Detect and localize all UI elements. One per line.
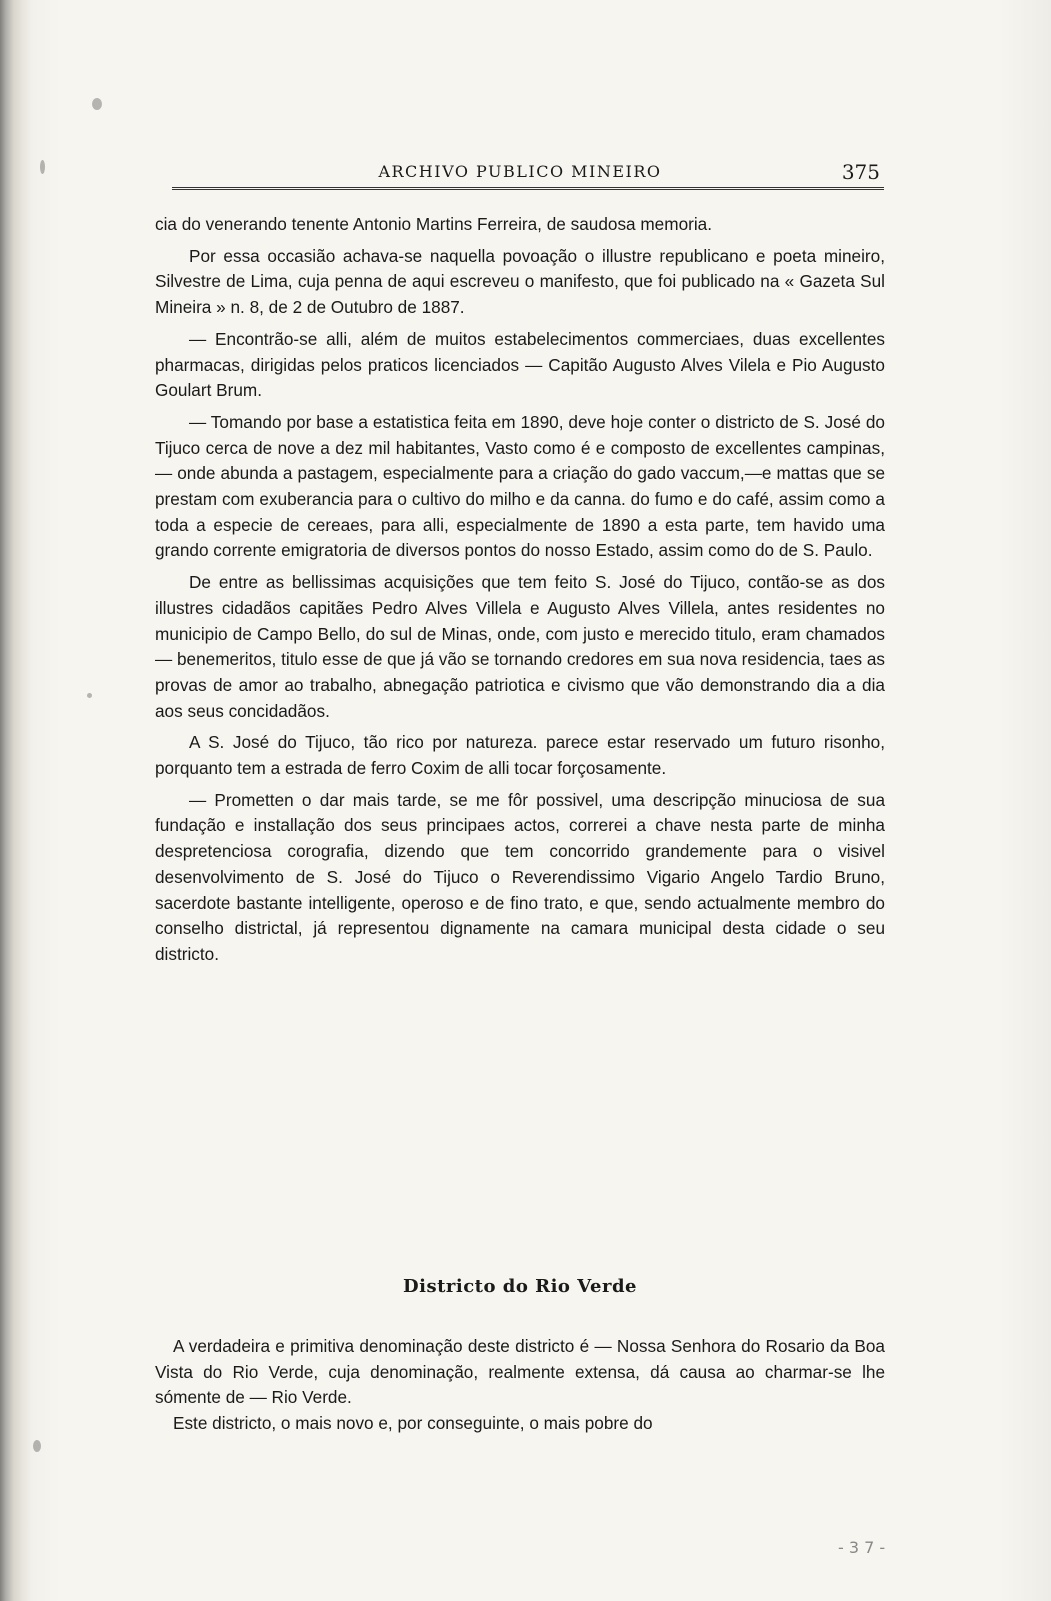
page-header: [160, 158, 880, 188]
section-heading: Districto do Rio Verde: [403, 1276, 637, 1297]
paragraph: — Tomando por base a estatistica feita em 1890, deve hoje conter o districto de S. José do Tijuco cerca de nove a dez mil habitantes, Vasto como é e composto de excellentes campinas,— onde abunda a pastagem, especialmente para a criação do gado vaccum,—e mattas que se prestam com exuberancia para o cultivo do milho e da canna. do fumo e do café, assim como a toda a especie de cereaes, para alli, especialmente de 1890 a esta parte, tem havido uma grando corrente emigratoria de diversos pontos do nosso Estado, assim como do de S. Paulo.: [155, 411, 885, 561]
page-number: 375: [841, 160, 880, 184]
paragraph: — Encontrão-se alli, além de muitos estabelecimentos commerciaes, duas excellentes pharmacas, dirigidas pelos praticos licenciados — Capitão Augusto Alves Vilela e Pio Augusto Goulart Brum.: [155, 328, 885, 401]
section-text: [155, 1334, 885, 1437]
paragraph: A S. José do Tijuco, tão rico por natureza. parece estar reservado um futuro risonho, porquanto tem a estrada de ferro Coxim de alli tocar forçosamente.: [155, 732, 885, 779]
ink-smudge: [40, 160, 45, 174]
page-binding-shadow: [0, 0, 32, 1601]
footer-mark: - 3 7 -: [838, 1538, 886, 1557]
running-head: ARCHIVO PUBLICO MINEIRO: [378, 162, 662, 181]
paragraph: — Prometten o dar mais tarde, se me fôr possivel, uma descripção minuciosa de sua fundação e installação dos seus principaes actos, correrei a chave nesta parte de minha despretenciosa corografia, dizendo que tem concorrido grandemente para o visivel desenvolvimento de S. José do Tijuco o Reverendissimo Vigario Angelo Tardio Bruno, sacerdote bastante intelligente, operoso e de fino trato, e que, sendo actualmente membro do conselho districtal, já representou dignamente na camara municipal desta cidade o seu districto.: [155, 789, 885, 964]
paragraph: A verdadeira e primitiva denominação deste districto é — Nossa Senhora do Rosario da Boa Vista do Rio Verde, cuja denominação, realmente extensa, dá causa ao charmar-se lhe sómente de — Rio Verde.: [155, 1336, 885, 1408]
paragraph: Este districto, o mais novo e, por conseguinte, o mais pobre do: [173, 1413, 653, 1434]
main-text: [155, 212, 885, 974]
paragraph: Por essa occasião achava-se naquella povoação o illustre republicano e poeta mineiro, Silvestre de Lima, cuja penna de aqui escreveu o manifesto, que foi publicado na « Gazeta Sul Mineira » n. 8, de 2 de Outubro de 1887.: [155, 245, 885, 318]
paragraph: cia do venerando tenente Antonio Martins Ferreira, de saudosa memoria.: [155, 214, 712, 234]
ink-smudge: [92, 98, 102, 110]
ink-smudge: [87, 693, 92, 698]
ink-smudge: [33, 1440, 41, 1452]
header-rule: [172, 187, 884, 190]
paragraph: De entre as bellissimas acquisições que tem feito S. José do Tijuco, contão-se as dos illustres cidadãos capitães Pedro Alves Villela e Augusto Alves Villela, antes residentes no municipio de Campo Bello, do sul de Minas, onde, com justo e merecido titulo, eram chamados — benemeritos, titulo esse de que já vão se tornando credores em sua nova residencia, taes as provas de amor ao trabalho, abnegação patriotica e civismo que vão demonstrando dia a dia aos seus concidadãos.: [155, 572, 885, 721]
